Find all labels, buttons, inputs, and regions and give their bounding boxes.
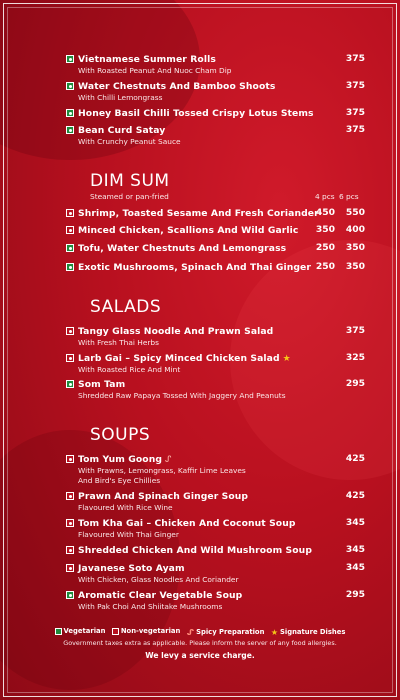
- legend-vegetarian: [55, 627, 106, 635]
- menu-item: [78, 53, 363, 76]
- item-name: Tom Yum Goong: [78, 454, 163, 465]
- menu-item: [78, 325, 363, 348]
- vegetarian-icon: [66, 82, 74, 90]
- item-name: Som Tam: [78, 379, 126, 390]
- chili-icon: ᔑ: [186, 627, 195, 637]
- menu-item: [78, 544, 363, 557]
- section-title-dim-sum: DIM SUM: [90, 171, 170, 191]
- item-description: With Chilli Lemongrass: [78, 93, 163, 102]
- item-name: Shrimp, Toasted Sesame And Fresh Coriander: [78, 208, 319, 219]
- legend-signature: [271, 628, 346, 637]
- non-vegetarian-icon: [66, 209, 74, 217]
- column-header-4pcs: 4 pcs: [315, 192, 335, 201]
- menu-item: [78, 490, 363, 513]
- item-price-4pcs: 350: [315, 224, 335, 235]
- menu-item: [78, 124, 363, 147]
- signature-star-icon: ★: [270, 627, 278, 637]
- vegetarian-icon: [66, 380, 74, 388]
- signature-star-icon: ★: [282, 353, 291, 364]
- section-title-salads: SALADS: [90, 297, 162, 317]
- item-name: Tom Kha Gai – Chicken And Coconut Soup: [78, 518, 296, 529]
- legend: [0, 627, 400, 637]
- legend-non-vegetarian: [112, 627, 180, 635]
- non-vegetarian-icon: [66, 455, 74, 463]
- non-vegetarian-icon: [66, 519, 74, 527]
- non-vegetarian-icon: [66, 546, 74, 554]
- item-price: 425: [345, 453, 365, 464]
- item-description: With Fresh Thai Herbs: [78, 338, 159, 347]
- menu-item: [78, 80, 363, 103]
- item-price: 295: [345, 378, 365, 389]
- legend-spicy: [187, 628, 265, 637]
- item-price-6pcs: 350: [345, 261, 365, 272]
- menu-item: [78, 242, 363, 255]
- item-description: With Prawns, Lemongrass, Kaffir Lime Leaves: [78, 466, 246, 475]
- item-description: With Pak Choi And Shiitake Mushrooms: [78, 602, 223, 611]
- item-description: Shredded Raw Papaya Tossed With Jaggery And Peanuts: [78, 391, 286, 400]
- menu-item: [78, 352, 363, 375]
- item-price: 345: [345, 544, 365, 555]
- item-price-6pcs: 400: [345, 224, 365, 235]
- column-header-6pcs: 6 pcs: [339, 192, 359, 201]
- item-price: 375: [345, 325, 365, 336]
- menu-item: [78, 107, 363, 120]
- non-vegetarian-icon: [66, 354, 74, 362]
- item-description: And Bird's Eye Chillies: [78, 476, 161, 485]
- menu-item: [78, 261, 363, 274]
- menu-item: [78, 224, 363, 237]
- menu-item: [78, 207, 363, 220]
- non-vegetarian-icon: [66, 564, 74, 572]
- legend-label: Signature Dishes: [279, 628, 346, 636]
- vegetarian-icon: [55, 628, 62, 635]
- item-description: With Crunchy Peanut Sauce: [78, 137, 181, 146]
- service-charge-note: We levy a service charge.: [145, 651, 255, 660]
- non-vegetarian-icon: [66, 327, 74, 335]
- item-price: 295: [345, 589, 365, 600]
- item-price: 425: [345, 490, 365, 501]
- item-name: Prawn And Spinach Ginger Soup: [78, 491, 249, 502]
- item-price-4pcs: 250: [315, 242, 335, 253]
- item-description: Flavoured With Thai Ginger: [78, 530, 179, 539]
- legend-label: Spicy Preparation: [196, 628, 265, 636]
- menu-item: [78, 562, 363, 585]
- legend-label: Non-vegetarian: [120, 627, 181, 635]
- item-price: 375: [345, 80, 365, 91]
- section-note: Steamed or pan-fried: [90, 192, 169, 201]
- vegetarian-icon: [66, 55, 74, 63]
- item-name: Javanese Soto Ayam: [78, 563, 185, 574]
- menu-item: [78, 453, 363, 486]
- non-vegetarian-icon: [112, 628, 119, 635]
- item-description: Flavoured With Rice Wine: [78, 503, 173, 512]
- item-price-4pcs: 450: [315, 207, 335, 218]
- item-price: 375: [345, 107, 365, 118]
- item-description: With Roasted Rice And Mint: [78, 365, 181, 374]
- item-name: Vietnamese Summer Rolls: [78, 54, 216, 65]
- item-name: Exotic Mushrooms, Spinach And Thai Ginger: [78, 262, 311, 273]
- section-title-soups: SOUPS: [90, 425, 151, 445]
- item-price: 375: [345, 53, 365, 64]
- item-name: Minced Chicken, Scallions And Wild Garlic: [78, 225, 299, 236]
- item-price-6pcs: 550: [345, 207, 365, 218]
- vegetarian-icon: [66, 263, 74, 271]
- item-name: Bean Curd Satay: [78, 125, 166, 136]
- item-name: Shredded Chicken And Wild Mushroom Soup: [78, 545, 312, 556]
- non-vegetarian-icon: [66, 492, 74, 500]
- item-price: 325: [345, 352, 365, 363]
- menu-item: [78, 378, 363, 401]
- item-name: Honey Basil Chilli Tossed Crispy Lotus Stems: [78, 108, 314, 119]
- item-name: Tofu, Water Chestnuts And Lemongrass: [78, 243, 287, 254]
- item-price: 345: [345, 517, 365, 528]
- item-name: Tangy Glass Noodle And Prawn Salad: [78, 326, 274, 337]
- menu-item: [78, 517, 363, 540]
- vegetarian-icon: [66, 244, 74, 252]
- item-name: Water Chestnuts And Bamboo Shoots: [78, 81, 276, 92]
- vegetarian-icon: [66, 109, 74, 117]
- item-price-4pcs: 250: [315, 261, 335, 272]
- vegetarian-icon: [66, 591, 74, 599]
- item-price: 375: [345, 124, 365, 135]
- menu-item: [78, 589, 363, 612]
- item-description: With Roasted Peanut And Nuoc Cham Dip: [78, 66, 232, 75]
- tax-allergy-note: Government taxes extra as applicable. Please inform the server of any food allergies.: [63, 639, 337, 647]
- item-name: Larb Gai – Spicy Minced Chicken Salad: [78, 353, 280, 364]
- item-description: With Chicken, Glass Noodles And Coriander: [78, 575, 239, 584]
- item-price-6pcs: 350: [345, 242, 365, 253]
- item-name: Aromatic Clear Vegetable Soup: [78, 590, 243, 601]
- non-vegetarian-icon: [66, 226, 74, 234]
- vegetarian-icon: [66, 126, 74, 134]
- item-price: 345: [345, 562, 365, 573]
- chili-icon: ᔑ: [165, 454, 172, 465]
- legend-label: Vegetarian: [63, 627, 106, 635]
